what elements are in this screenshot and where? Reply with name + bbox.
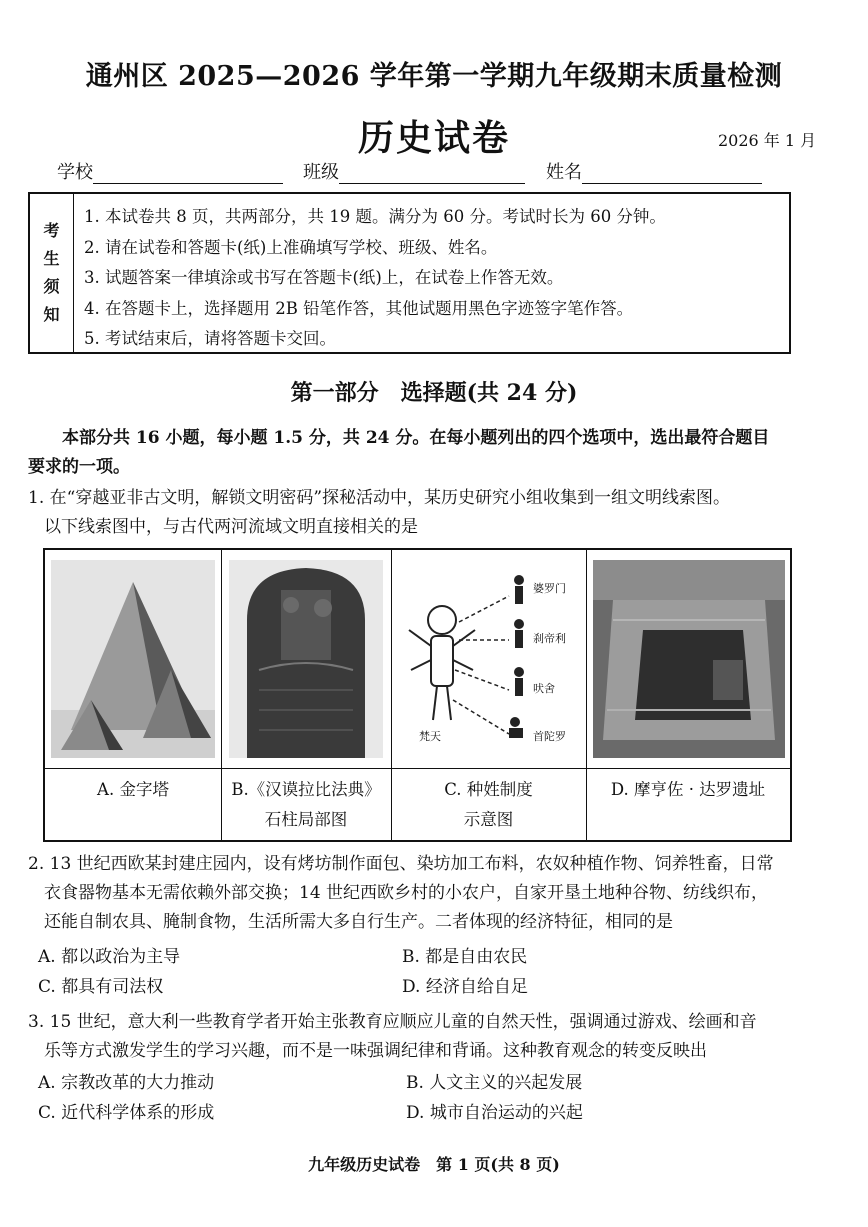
exam-subject: 历史试卷 [357,117,510,159]
notice-item: 5. 考试结束后，请将答题卡交回。 [84,329,336,348]
class-field[interactable] [303,158,525,184]
name-field[interactable] [546,158,762,184]
option-2-c[interactable]: C. 都具有司法权 [38,977,164,997]
question-3-stem: 乐等方式激发学生的学习兴趣，而不是一味强调纪律和背诵。这种教育观念的转变反映出 [44,1041,707,1061]
notice-list [84,202,783,355]
caste-label: 刹帝利 [533,632,566,645]
notice-item: 2. 请在试卷和答题卡(纸)上准确填写学校、班级、姓名。 [84,237,498,257]
name-label: 姓名 [546,162,582,183]
question-2-stem: 衣食器物基本无需依赖外部交换；14 世纪西欧乡村的小农户，自家开垦土地种谷物、纺线织布， [44,883,769,903]
question-2-stem: 还能自制农具、腌制食物，生活所需大多自行生产。二者体现的经济特征，相同的是 [44,912,673,932]
question-1-stem: 1. 在“穿越亚非古文明，解锁文明密码”探秘活动中，某历史研究小组收集到一组文明线索图。 [28,488,731,508]
school-field[interactable] [57,158,283,184]
candidate-notice-box [28,192,791,354]
caste-label: 吠舍 [533,682,555,695]
hammurabi-stele-image[interactable] [229,560,383,758]
question-3 [28,1008,828,1128]
caste-diagram-image[interactable] [397,560,580,758]
caste-label: 婆罗门 [533,582,566,595]
option-3-b[interactable]: B. 人文主义的兴起发展 [406,1073,583,1093]
option-2-d[interactable]: D. 经济自给自足 [402,977,528,997]
notice-side-label: 考 生 须 知 [30,194,74,352]
option-1-a[interactable]: A. 金字塔 [97,780,169,799]
exam-date: 2026 年 1 月 [718,131,817,150]
option-1-b[interactable]: B.《汉谟拉比法典》 石柱局部图 [231,780,381,829]
option-3-c[interactable]: C. 近代科学体系的形成 [38,1103,215,1123]
question-1-stem: 以下线索图中，与古代两河流域文明直接相关的是 [44,517,418,537]
question-1 [28,484,828,542]
mohenjo-daro-image[interactable] [593,560,785,758]
page-footer: 九年级历史试卷 第 1 页(共 8 页) [308,1155,560,1174]
caste-label: 首陀罗 [533,730,566,743]
question-2-stem: 2. 13 世纪西欧某封建庄园内，设有烤坊制作面包、染坊加工布料，农奴种植作物、饲养牲畜，日常 [28,854,774,874]
option-2-b[interactable]: B. 都是自由农民 [402,947,528,967]
notice-item: 4. 在答题卡上，选择题用 2B 铅笔作答，其他试题用黑色字迹签字笔作答。 [84,298,634,318]
option-3-d[interactable]: D. 城市自治运动的兴起 [406,1103,583,1123]
notice-item: 1. 本试卷共 8 页，共两部分，共 19 题。满分为 60 分。考试时长为 60 分钟。 [84,207,666,226]
option-3-a[interactable]: A. 宗教改革的大力推动 [38,1073,215,1093]
option-1-d[interactable]: D. 摩亨佐 · 达罗遗址 [610,780,766,799]
class-label: 班级 [303,162,339,183]
question-2 [28,850,828,1000]
notice-item: 3. 试题答案一律填涂或书写在答题卡(纸)上，在试卷上作答无效。 [84,268,564,287]
exam-title: 通州区 2025—2026 学年第一学期九年级期末质量检测 [85,61,783,92]
question-1-image-table [43,548,792,842]
pyramid-image[interactable] [51,560,215,758]
brahma-label: 梵天 [419,730,441,743]
question-3-stem: 3. 15 世纪，意大利一些教育学者开始主张教育应顺应儿童的自然天性，强调通过游戏、绘画和音 [28,1012,757,1032]
option-2-a[interactable]: A. 都以政治为主导 [38,947,181,967]
option-1-c[interactable]: C. 种姓制度 示意图 [444,780,533,829]
part-one-instructions: 本部分共 16 小题，每小题 1.5 分，共 24 分。在每小题列出的四个选项中，选出最符合题目 要求的一项。 [28,428,770,477]
part-one-heading: 第一部分 选择题(共 24 分) [290,380,578,406]
school-label: 学校 [57,162,93,183]
